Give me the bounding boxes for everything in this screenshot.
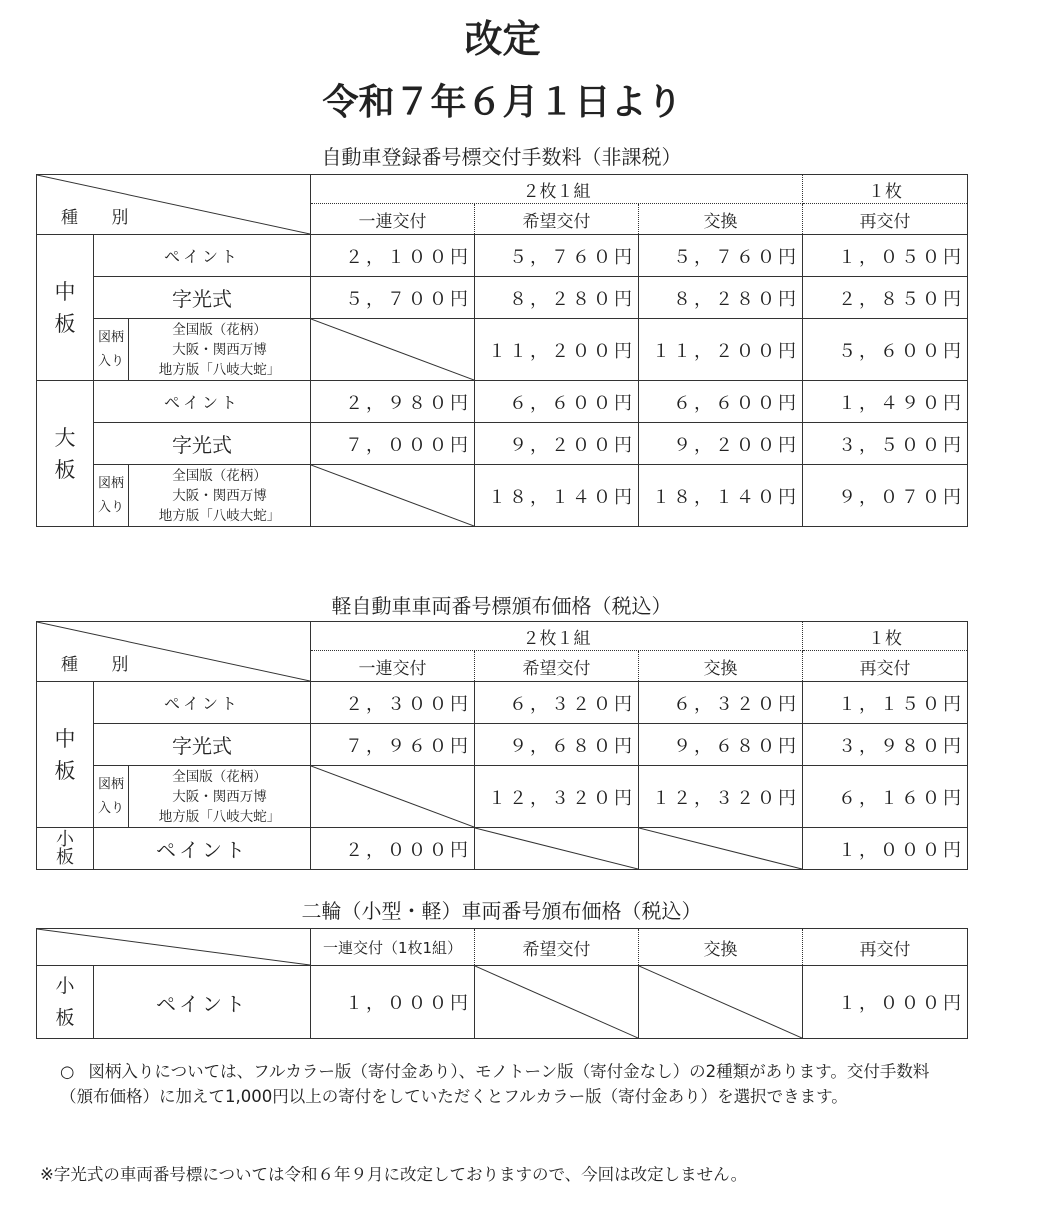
price-cell: ５，７００円 <box>311 277 475 319</box>
price-cell: １，０５０円 <box>803 235 968 277</box>
price-cell: ２，８５０円 <box>803 277 968 319</box>
motorcycle-price-table <box>36 928 968 1039</box>
size-label: 大板 <box>37 381 94 527</box>
col-header: 希望交付 <box>475 929 639 966</box>
variant: 地方版「八岐大蛇」 <box>158 507 281 524</box>
type-label: ペイント <box>94 828 311 870</box>
variant: 全国版（花柄） <box>172 321 267 338</box>
variant: 全国版（花柄） <box>172 768 267 785</box>
group-set-header: ２枚１組 <box>311 175 803 204</box>
page-title: 改定 <box>464 17 541 61</box>
variant: 大阪・関西万博 <box>172 788 267 805</box>
table1-caption: 自動車登録番号標交付手数料（非課税） <box>321 145 682 169</box>
col-header: 一連交付（1枚1組） <box>311 929 475 966</box>
not-applicable-cell <box>311 766 475 828</box>
price-cell: ６，３２０円 <box>475 682 639 724</box>
price-cell: ３，５００円 <box>803 423 968 465</box>
not-applicable-cell <box>475 966 639 1039</box>
col-header: 交換 <box>639 929 803 966</box>
price-cell: ２，３００円 <box>311 682 475 724</box>
zugara-label: 図柄入り <box>94 766 129 828</box>
header-corner <box>37 175 311 235</box>
price-cell: ９，６８０円 <box>639 724 803 766</box>
header-corner <box>37 929 311 966</box>
col-header: 希望交付 <box>475 204 639 235</box>
type-label: 字光式 <box>94 423 311 465</box>
type-label: ペイント <box>94 966 311 1039</box>
footnote: ※字光式の車両番号標については令和６年９月に改定しておりますので、今回は改定しません。 <box>40 1165 748 1184</box>
zugara-label: 図柄入り <box>94 465 129 527</box>
type-label: 字光式 <box>94 724 311 766</box>
price-cell: １，０００円 <box>311 966 475 1039</box>
design-variants <box>129 766 311 828</box>
group-single-header: １枚 <box>803 622 968 651</box>
price-cell: ６，６００円 <box>475 381 639 423</box>
col-header: 再交付 <box>803 929 968 966</box>
variant: 全国版（花柄） <box>172 467 267 484</box>
col-header: 希望交付 <box>475 651 639 682</box>
not-applicable-cell <box>311 319 475 381</box>
price-cell: １，０００円 <box>803 828 968 870</box>
registration-fee-table <box>36 174 968 527</box>
variant: 大阪・関西万博 <box>172 487 267 504</box>
size-label: 小板 <box>37 966 94 1039</box>
type-label: ペイント <box>94 682 311 724</box>
kei-car-price-table <box>36 621 968 870</box>
design-variants <box>129 465 311 527</box>
price-cell: ５，７６０円 <box>639 235 803 277</box>
price-cell: １，０００円 <box>803 966 968 1039</box>
type-label: ペイント <box>94 381 311 423</box>
price-cell: ７，０００円 <box>311 423 475 465</box>
not-applicable-cell <box>639 966 803 1039</box>
price-cell: ６，６００円 <box>639 381 803 423</box>
price-cell: ３，９８０円 <box>803 724 968 766</box>
col-header: 再交付 <box>803 204 968 235</box>
price-cell: ９，２００円 <box>639 423 803 465</box>
not-applicable-cell <box>639 828 803 870</box>
price-cell: １８，１４０円 <box>639 465 803 527</box>
price-cell: ５，６００円 <box>803 319 968 381</box>
col-header: 交換 <box>639 204 803 235</box>
zugara-label: 図柄入り <box>94 319 129 381</box>
table2-caption: 軽自動車車両番号標頒布価格（税込） <box>331 594 672 618</box>
price-cell: ８，２８０円 <box>639 277 803 319</box>
price-cell: １２，３２０円 <box>475 766 639 828</box>
price-cell: １１，２００円 <box>639 319 803 381</box>
price-cell: １２，３２０円 <box>639 766 803 828</box>
price-cell: ７，９６０円 <box>311 724 475 766</box>
type-label: ペイント <box>94 235 311 277</box>
not-applicable-cell <box>311 465 475 527</box>
variant: 大阪・関西万博 <box>172 341 267 358</box>
size-label: 中板 <box>37 235 94 381</box>
price-cell: １８，１４０円 <box>475 465 639 527</box>
price-cell: ８，２８０円 <box>475 277 639 319</box>
group-single-header: １枚 <box>803 175 968 204</box>
price-cell: １１，２００円 <box>475 319 639 381</box>
col-header: 一連交付 <box>311 204 475 235</box>
effective-date: 令和７年６月１日より <box>322 82 683 123</box>
category-label: 種 別 <box>61 208 143 228</box>
variant: 地方版「八岐大蛇」 <box>158 808 281 825</box>
price-cell: ９，６８０円 <box>475 724 639 766</box>
table3-caption: 二輪（小型・軽）車両番号頒布価格（税込） <box>301 899 702 923</box>
price-cell: １，１５０円 <box>803 682 968 724</box>
col-header: 再交付 <box>803 651 968 682</box>
price-cell: ２，０００円 <box>311 828 475 870</box>
price-cell: ２，１００円 <box>311 235 475 277</box>
col-header: 一連交付 <box>311 651 475 682</box>
group-set-header: ２枚１組 <box>311 622 803 651</box>
price-cell: ９，２００円 <box>475 423 639 465</box>
price-cell: １，４９０円 <box>803 381 968 423</box>
price-cell: ５，７６０円 <box>475 235 639 277</box>
size-label: 中板 <box>37 682 94 828</box>
price-cell: ６，１６０円 <box>803 766 968 828</box>
col-header: 交換 <box>639 651 803 682</box>
variant: 地方版「八岐大蛇」 <box>158 361 281 378</box>
size-label: 小板 <box>37 828 94 870</box>
design-note <box>60 1059 950 1109</box>
price-cell: ６，３２０円 <box>639 682 803 724</box>
not-applicable-cell <box>475 828 639 870</box>
price-cell: ２，９８０円 <box>311 381 475 423</box>
header-corner <box>37 622 311 682</box>
type-label: 字光式 <box>94 277 311 319</box>
price-cell: ９，０７０円 <box>803 465 968 527</box>
category-label: 種 別 <box>61 655 143 675</box>
note-text: 図柄入りについては、フルカラー版（寄付金あり）、モノトーン版（寄付金なし）の2種類があります。交付手数料（頒布価格）に加えて1,000円以上の寄付をしていただくとフルカラー版（寄付金あり）を選択できます。 <box>60 1062 930 1106</box>
design-variants <box>129 319 311 381</box>
note-bullet: ○ <box>60 1062 75 1081</box>
